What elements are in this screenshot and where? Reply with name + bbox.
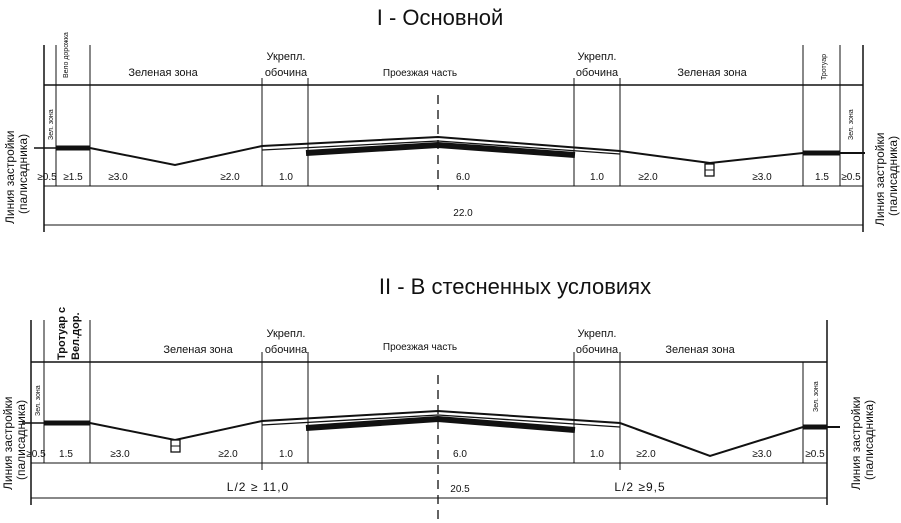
s2-dim: ≥3.0 [110, 449, 130, 460]
s1-label-zel-zona-small-left: Зел. зона [48, 109, 55, 140]
s2-dim: 6.0 [453, 449, 467, 460]
s2-dim: ≥0.5 [805, 449, 825, 460]
s1-label-vel-dorozhka: Вело дорожка [63, 32, 70, 78]
s2-label-ukrepl-left-1: Укрепл. [266, 328, 306, 340]
s2-label-ukrepl-right-1: Укрепл. [577, 328, 617, 340]
s1-dim: ≥0.5 [841, 172, 861, 183]
section2-profile [22, 411, 840, 456]
section1-dimensions [37, 172, 861, 219]
s2-dim: ≥3.0 [752, 449, 772, 460]
s2-label-zel-zona-small-right: Зел. зона [813, 381, 820, 412]
s2-label-zel-zona-left: Зеленая зона [163, 344, 233, 356]
s1-label-proezzhaya: Проезжая часть [382, 68, 458, 79]
s2-half-right: L/2 ≥9,5 [614, 480, 666, 494]
s1-total: 22.0 [453, 208, 473, 219]
s1-dim: ≥3.0 [752, 172, 772, 183]
s1-dim: 1.0 [590, 172, 604, 183]
s2-label-zel-zona-small-left: Зел. зона [35, 385, 42, 416]
s2-right-side-label-1: Линия застройки [849, 396, 863, 490]
s2-total: 20.5 [450, 484, 470, 495]
s1-dim: ≥2.0 [638, 172, 658, 183]
s1-dim: 1.5 [815, 172, 829, 183]
s1-right-side-label-2: (палисадника) [886, 135, 900, 216]
s2-dim: ≥0.5 [26, 449, 46, 460]
s2-dim: ≥2.0 [636, 449, 656, 460]
s1-label-trotuar: Тротуар [821, 53, 828, 80]
s2-label-zel-zona-right: Зеленая зона [665, 344, 735, 356]
s1-label-ukrepl-right-1: Укрепл. [577, 51, 617, 63]
s1-left-side-label-2: (палисадника) [16, 133, 30, 214]
s2-label-ukrepl-left-2: обочина [264, 344, 308, 356]
s2-half-left: L/2 ≥ 11,0 [226, 480, 290, 494]
s1-dim: ≥0.5 [37, 172, 57, 183]
s1-label-ukrepl-left-1: Укрепл. [266, 51, 306, 63]
s2-label-trotuar-vel-1: Тротуар с [56, 306, 68, 360]
s1-dim: ≥3.0 [108, 172, 128, 183]
s2-dim: 1.0 [279, 449, 293, 460]
s1-label-zel-zona-right: Зеленая зона [677, 67, 747, 79]
s2-label-ukrepl-right-2: обочина [575, 344, 619, 356]
s2-dim: ≥2.0 [218, 449, 238, 460]
s1-label-ukrepl-right-2: обочина [575, 67, 619, 79]
s2-left-side-label-2: (палисадника) [14, 399, 28, 480]
s1-dim: 1.0 [279, 172, 293, 183]
s2-dim: 1.0 [590, 449, 604, 460]
s1-right-side-label-1: Линия застройки [873, 132, 887, 226]
section2-title: II - В стесненных условиях [378, 274, 652, 299]
s1-dim: 6.0 [456, 172, 470, 183]
s1-left-side-label-1: Линия застройки [3, 130, 17, 224]
section1-profile [34, 137, 865, 176]
s2-right-side-label-2: (палисадника) [862, 399, 876, 480]
s2-label-trotuar-vel-2: Вел.дор. [70, 312, 82, 360]
s2-left-side-label-1: Линия застройки [1, 396, 15, 490]
s1-dim: ≥2.0 [220, 172, 240, 183]
section2-dimensions [26, 449, 825, 495]
section1-title: I - Основной [376, 5, 504, 30]
s2-dim: 1.5 [59, 449, 73, 460]
s1-label-ukrepl-left-2: обочина [264, 67, 308, 79]
s1-dim: ≥1.5 [63, 172, 83, 183]
s2-label-proezzhaya: Проезжая часть [382, 342, 458, 353]
s1-label-zel-zona-left: Зеленая зона [128, 67, 198, 79]
s1-label-zel-zona-small-right: Зел. зона [848, 109, 855, 140]
